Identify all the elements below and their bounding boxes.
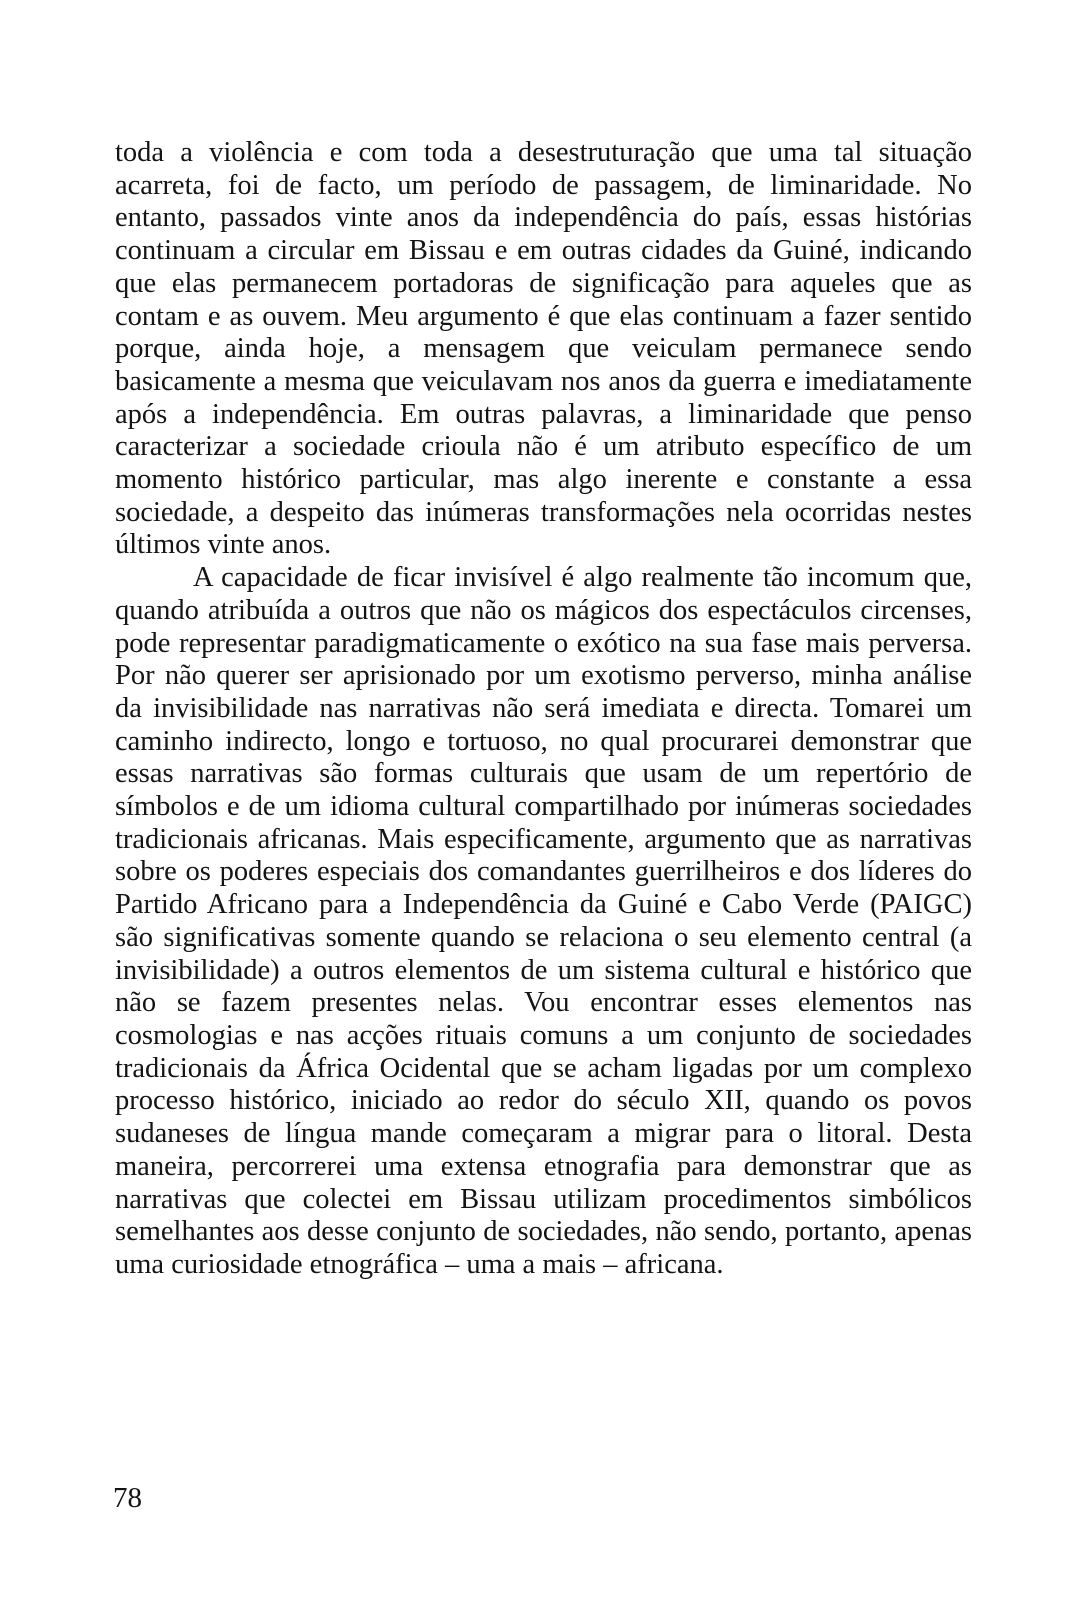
paragraph-1: toda a violência e com toda a desestruturação que uma tal situação acarreta, foi de facto, um período de passagem, de liminaridade. No entanto, passados vinte anos da independência do país, essas histórias continuam a circular em Bissau e em outras cidades da Guiné, indicando que elas permanecem portadoras de significação para aqueles que as contam e as ouvem. Meu argumento é que elas continuam a fazer sentido porque, ainda hoje, a mensagem que veiculam permanece sendo basicamente a mesma que veiculavam nos anos da guerra e imediatamente após a independência. Em outras palavras, a liminaridade que penso caracterizar a sociedade crioula não é um atributo específico de um momento histórico particular, mas algo inerente e constante a essa sociedade, a despeito das inúmeras transformações nela ocorridas nestes últimos vinte anos.	[115, 137, 972, 561]
page-number: 78	[113, 1482, 142, 1514]
body-text	[115, 137, 972, 1282]
paragraph-2: A capacidade de ficar invisível é algo realmente tão incomum que, quando atribuída a outros que não os mágicos dos espectáculos circenses, pode representar paradigmaticamente o exótico na sua fase mais perversa. Por não querer ser aprisionado por um exotismo perverso, minha análise da invisibilidade nas narrativas não será imediata e directa. Tomarei um caminho indirecto, longo e tortuoso, no qual procurarei demonstrar que essas narrativas são formas culturais que usam de um repertório de símbolos e de um idioma cultural compartilhado por inúmeras sociedades tradicionais africanas. Mais especificamente, argumento que as narrativas sobre os poderes especiais dos comandantes guerrilheiros e dos líderes do Partido Africano para a Independência da Guiné e Cabo Verde (PAIGC) são significativas somente quando se relaciona o seu elemento central (a invisibilidade) a outros elementos de um sistema cultural e histórico que não se fazem presentes nelas. Vou encontrar esses elementos nas cosmologias e nas acções rituais comuns a um conjunto de sociedades tradicionais da África Ocidental que se acham ligadas por um complexo processo histórico, iniciado ao redor do século XII, quando os povos sudaneses de língua mande começaram a migrar para o litoral. Desta maneira, percorrerei uma extensa etnografia para demonstrar que as narrativas que colectei em Bissau utilizam procedimentos simbólicos semelhantes aos desse conjunto de sociedades, não sendo, portanto, apenas uma curiosidade etnográfica – uma a mais – africana.	[115, 562, 972, 1280]
